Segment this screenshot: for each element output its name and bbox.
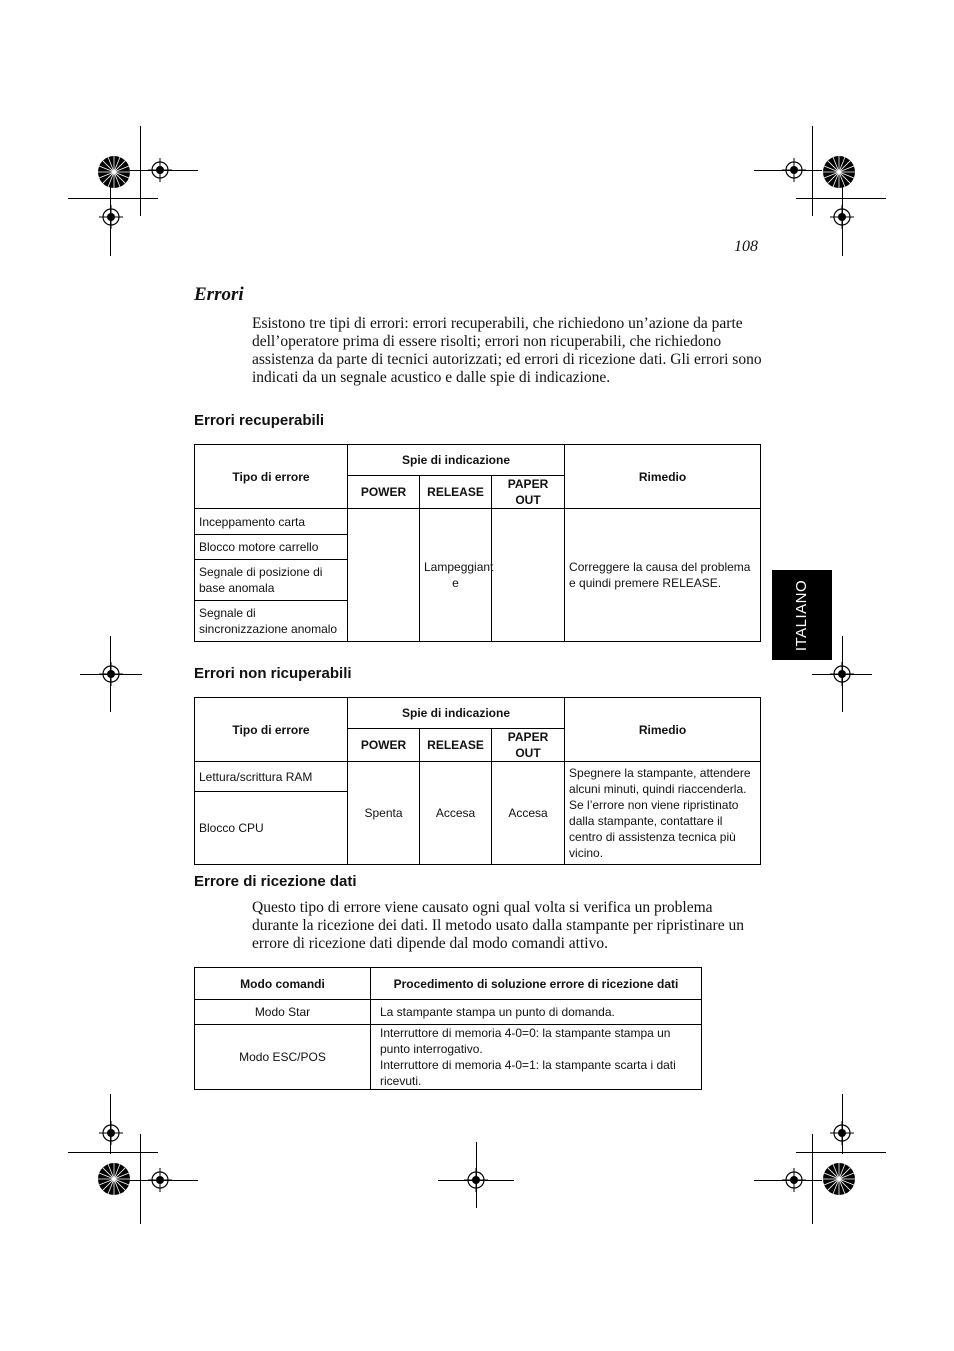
- reception-text: Questo tipo di errore viene causato ogni qual volta si verifica un problema durante la ricezione dei dati. Il metodo usato dalla stampante per ripristinare un errore di ricezione dati dipende dal modo comandi attivo.: [252, 899, 744, 952]
- intro-paragraph: [252, 315, 762, 387]
- section-title-non-recoverable: Errori non ricuperabili: [194, 665, 352, 682]
- error-type-cell: Inceppamento carta: [195, 509, 348, 535]
- crosshair-icon: [99, 662, 123, 686]
- header-command-mode: Modo comandi: [195, 968, 371, 1000]
- language-tab-label: ITALIANO: [793, 579, 811, 651]
- section-title-reception: Errore di ricezione dati: [194, 873, 357, 890]
- remedy-cell: Correggere la causa del problema e quindi premere RELEASE.: [565, 509, 761, 642]
- sunburst-icon: [97, 155, 131, 189]
- power-cell: [348, 509, 420, 642]
- header-power: POWER: [348, 729, 420, 762]
- header-procedure: Procedimento di soluzione errore di ricezione dati: [371, 968, 702, 1000]
- crosshair-icon: [830, 662, 854, 686]
- error-type-cell: Lettura/scrittura RAM: [195, 762, 348, 792]
- sunburst-icon: [822, 1162, 856, 1196]
- section-title-recoverable: Errori recuperabili: [194, 412, 325, 429]
- error-type-cell: Blocco motore carrello: [195, 535, 348, 560]
- procedure-line: Interruttore di memoria 4-0=1: la stampante scarta i dati ricevuti.: [380, 1058, 676, 1088]
- language-tab: [772, 570, 832, 660]
- header-power: POWER: [348, 476, 420, 509]
- mode-cell: Modo Star: [195, 1000, 371, 1025]
- paper-out-cell: Accesa: [492, 762, 565, 865]
- reception-errors-table: [194, 967, 702, 1090]
- header-error-type: Tipo di errore: [195, 698, 348, 762]
- crosshair-icon: [148, 1168, 172, 1192]
- header-indicator-lights: Spie di indicazione: [348, 698, 565, 729]
- procedure-cell: [371, 1000, 702, 1025]
- crosshair-icon: [830, 1121, 854, 1145]
- mode-cell: Modo ESC/POS: [195, 1025, 371, 1090]
- header-error-type: Tipo di errore: [195, 445, 348, 509]
- procedure-line: La stampante stampa un punto di domanda.: [380, 1005, 615, 1019]
- crosshair-icon: [99, 1121, 123, 1145]
- power-cell: Spenta: [348, 762, 420, 865]
- crosshair-icon: [830, 205, 854, 229]
- page-number: 108: [734, 238, 758, 255]
- header-remedy: Rimedio: [565, 698, 761, 762]
- crosshair-icon: [148, 158, 172, 182]
- procedure-cell: [371, 1025, 702, 1090]
- header-release: RELEASE: [420, 476, 492, 509]
- remedy-cell: Spegnere la stampante, attendere alcuni minuti, quindi riaccenderla. Se l’errore non viene ripristinato dalla stampante, contattare il centro di assistenza tecnica più vicino.: [565, 762, 761, 865]
- procedure-line: Interruttore di memoria 4-0=0: la stampante stampa un punto interrogativo.: [380, 1026, 671, 1056]
- crosshair-icon: [99, 205, 123, 229]
- non-recoverable-errors-table: [194, 697, 761, 865]
- intro-text: Esistono tre tipi di errori: errori recuperabili, che richiedono un’azione da parte dell’operatore prima di essere risolti; errori non ricuperabili, che richiedono assistenza da parte di tecnici autorizzati; ed errori di ricezione dati. Gli errori sono indicati da un segnale acustico e dalle spie di indicazione.: [252, 315, 762, 386]
- sunburst-icon: [97, 1162, 131, 1196]
- crosshair-icon: [782, 158, 806, 182]
- paper-out-cell: [492, 509, 565, 642]
- release-cell: Lampeggiant e: [420, 509, 492, 642]
- error-type-cell: Segnale di sincronizzazione anomalo: [195, 601, 348, 642]
- error-type-cell: Segnale di posizione di base anomala: [195, 560, 348, 601]
- page-title: Errori: [194, 284, 244, 305]
- header-paper-out: PAPER OUT: [492, 729, 565, 762]
- error-type-cell: Blocco CPU: [195, 792, 348, 865]
- reception-paragraph: [252, 899, 760, 953]
- recoverable-errors-table: [194, 444, 761, 642]
- header-paper-out: PAPER OUT: [492, 476, 565, 509]
- header-remedy: Rimedio: [565, 445, 761, 509]
- release-cell: Accesa: [420, 762, 492, 865]
- header-release: RELEASE: [420, 729, 492, 762]
- crosshair-icon: [464, 1168, 488, 1192]
- crosshair-icon: [782, 1168, 806, 1192]
- header-indicator-lights: Spie di indicazione: [348, 445, 565, 476]
- sunburst-icon: [822, 155, 856, 189]
